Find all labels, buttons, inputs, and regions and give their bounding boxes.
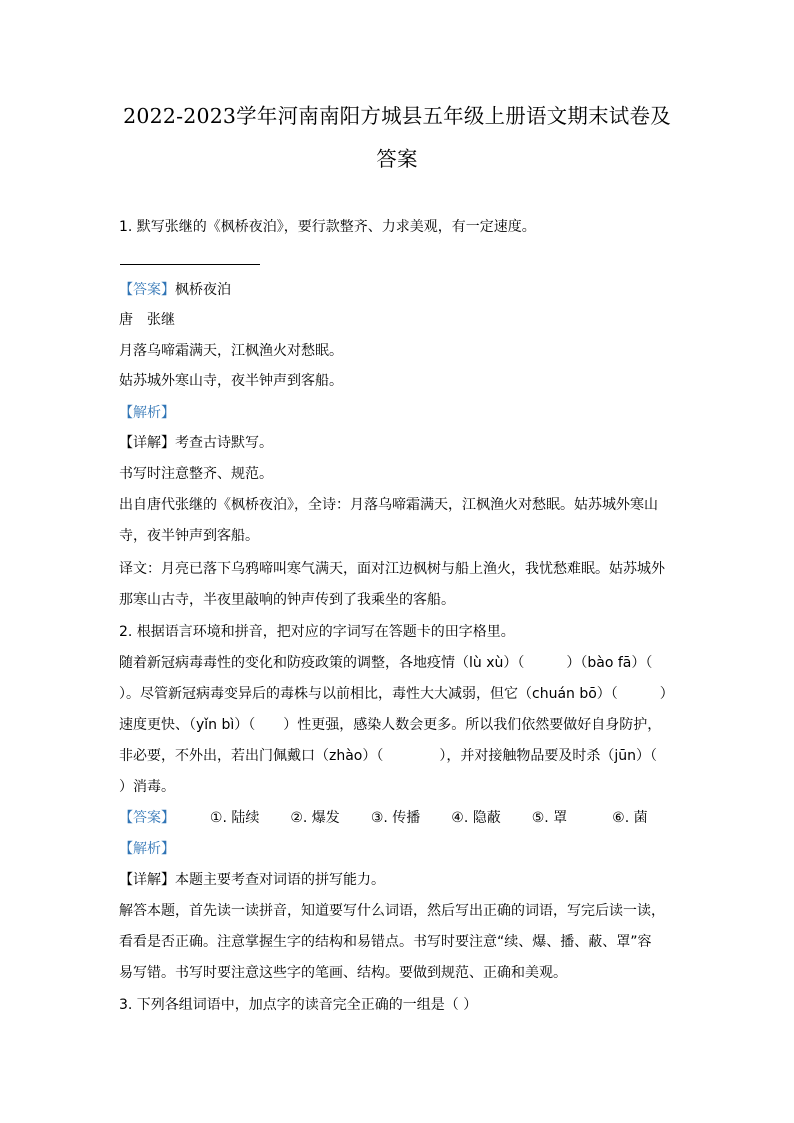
answer-item-4: ④. 隐蔽 [451,810,501,826]
question-2-text: 2. 根据语言环境和拼音，把对应的字词写在答题卡的田字格里。 [119,624,515,640]
answer-item-5: ⑤. 罩 [531,810,568,826]
q2-body-line-3: 速度更快、（yǐn bì）（ ）性更强，感染人数会更多。所以我们依然要做好自身防护， [119,717,662,733]
q1-detail-line-3: 寺，夜半钟声到客船。 [119,528,259,544]
q2-body-line-5: ）消毒。 [119,779,175,795]
answer-label: 【答案】 [119,282,175,298]
analysis-label: 【解析】 [119,405,175,421]
q1-detail-line-1: 书写时注意整齐、规范。 [119,466,273,482]
q2-body-line-2: ）。尽管新冠病毒变异后的毒株与以前相比，毒性大大减弱，但它（chuán bō）（ ） [119,686,674,702]
question-1-text: 1. 默写张继的《枫桥夜泊》，要行款整齐、力求美观，有一定速度。 [119,219,536,235]
answer-label: 【答案】 [119,810,175,826]
q1-detail-line-5: 那寒山古寺，半夜里敲响的钟声传到了我乘坐的客船。 [119,592,455,608]
question-3-text: 3. 下列各组词语中，加点字的读音完全正确的一组是（ ） [119,997,478,1013]
q1-detail-line-2: 出自唐代张继的《枫桥夜泊》，全诗：月落乌啼霜满天，江枫渔火对愁眠。姑苏城外寒山 [119,497,658,513]
q2-body-line-1: 随着新冠病毒毒性的变化和防疫政策的调整，各地疫情（lù xù）（ ）（bào fā）（ [119,655,653,671]
q2-detail-heading: 【详解】本题主要考查对词语的拼写能力。 [119,872,385,888]
answer-item-1: ①. 陆续 [209,810,260,826]
document-title-line2: 答案 [376,147,418,171]
answer-item-3: ③. 传播 [370,810,421,826]
document-title-line1: 2022-2023学年河南南阳方城县五年级上册语文期末试卷及 [123,104,671,128]
poem-line-2: 姑苏城外寒山寺，夜半钟声到客船。 [119,373,343,389]
q1-detail-heading: 【详解】考查古诗默写。 [119,435,273,451]
q2-detail-line-1: 解答本题，首先读一读拼音，知道要写什么词语，然后写出正确的词语，写完后读一读， [119,903,665,919]
answer-item-6: ⑥. 菌 [612,810,648,826]
poem-line-1: 月落乌啼霜满天，江枫渔火对愁眠。 [119,343,343,359]
poem-author: 唐 张继 [119,312,175,328]
q2-body-line-4: 非必要，不外出，若出门佩戴口（zhào）（ ），并对接触物品要及时杀（jūn）（ [119,748,657,764]
answer-item-2: ②. 爆发 [290,810,340,826]
q2-answer-row [119,809,648,827]
answer-blank-line [120,264,260,265]
q2-detail-line-2: 看看是否正确。注意掌握生字的结构和易错点。书写时要注意“续、爆、播、蔽、罩”容 [119,934,652,950]
q1-answer-row [119,281,231,299]
q1-detail-line-4: 译文：月亮已落下乌鸦啼叫寒气满天，面对江边枫树与船上渔火，我忧愁难眠。姑苏城外 [119,561,665,577]
q2-detail-line-3: 易写错。书写时要注意这些字的笔画、结构。要做到规范、正确和美观。 [119,965,567,981]
analysis-label: 【解析】 [119,841,175,857]
poem-title: 枫桥夜泊 [175,282,231,298]
